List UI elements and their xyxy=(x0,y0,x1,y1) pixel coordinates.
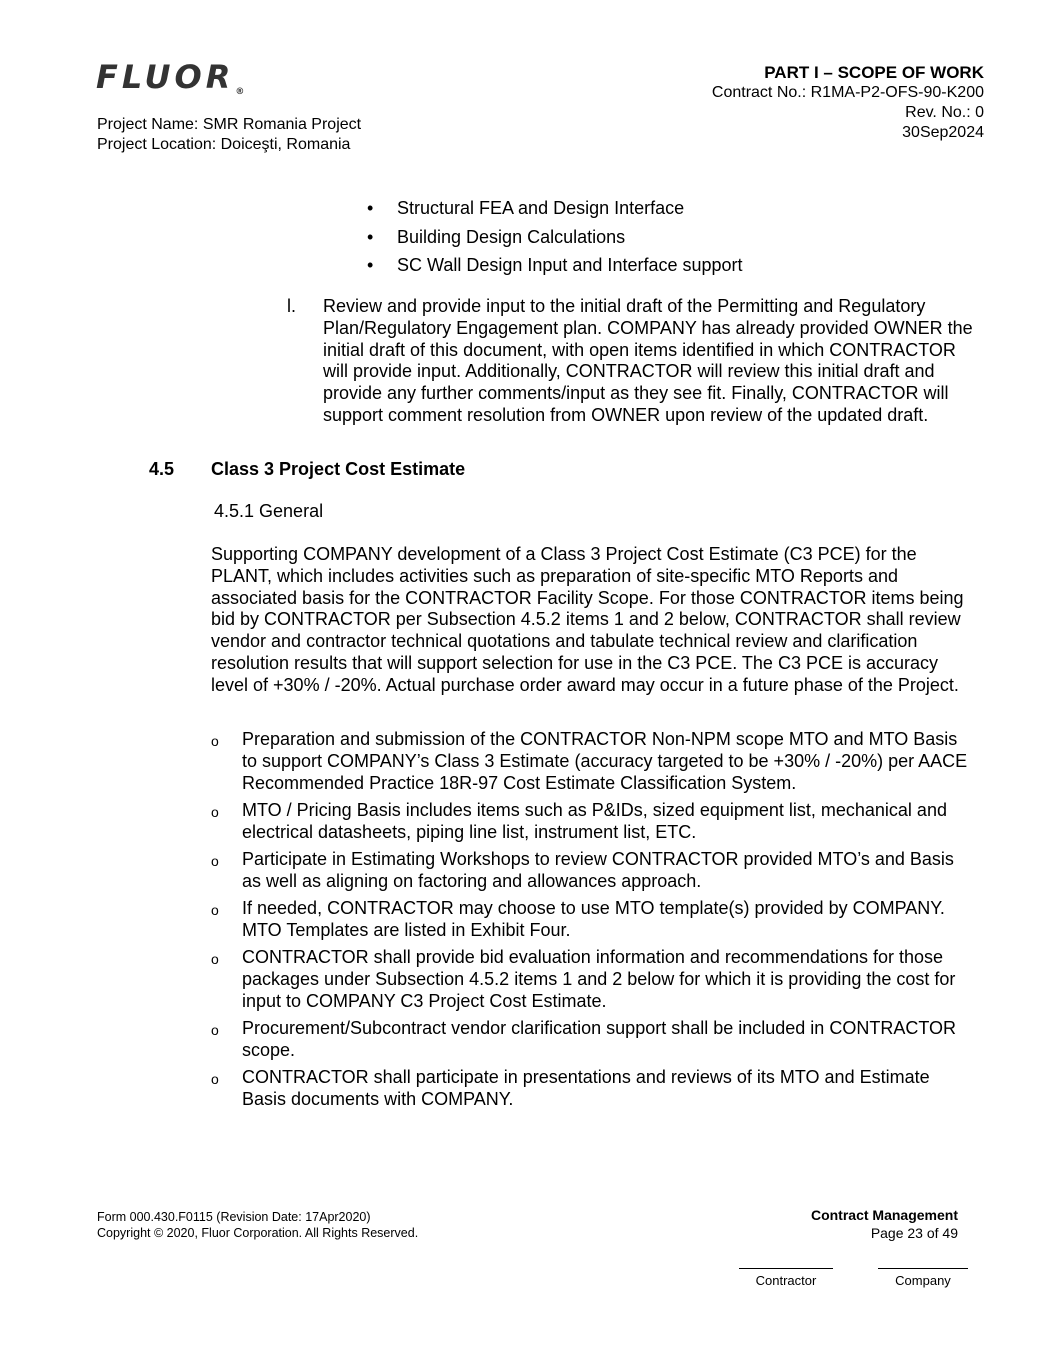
section-paragraph: Supporting COMPANY development of a Class 3 Project Cost Estimate (C3 PCE) for the PLANT, which includes activities such as preparation of site-specific MTO Reports and associated basis for the CONTRACTOR Facility Scope. For those CONTRACTOR items being bid by CONTRACTOR per Subsection 4.5.2 items 1 and 2 below, CONTRACTOR shall review vendor and contractor technical quotations and tabulate technical review and clarification resolution results that will support selection for use in the C3 PCE. The C3 PCE is accuracy level of +30% / -20%. Actual purchase order award may occur in a future phase of the Project. xyxy=(211,544,964,695)
part-title: PART I – SCOPE OF WORK xyxy=(764,63,984,82)
list-item: o CONTRACTOR shall provide bid evaluation information and recommendations for those packages under Subsection 4.5.2 items 1 and 2 below for which it is providing the cost for input to COMPANY C3 Project Cost Estimate. xyxy=(211,947,976,1012)
project-name: Project Name: SMR Romania Project xyxy=(97,116,362,133)
design-bullet-list xyxy=(367,197,743,283)
footer-left xyxy=(97,1209,418,1241)
cost-estimate-item-list xyxy=(211,729,976,1116)
logo-text: FLUOR xyxy=(96,58,235,96)
project-location: Project Location: Doiceşti, Romania xyxy=(97,136,351,153)
revision-number: Rev. No.: 0 xyxy=(905,104,984,121)
fluor-logo xyxy=(96,58,244,97)
project-info xyxy=(97,115,361,155)
list-item: o Participate in Estimating Workshops to review CONTRACTOR provided MTO’s and Basis as well as aligning on factoring and allowances approach. xyxy=(211,849,976,893)
list-item: o Procurement/Subcontract vendor clarification support shall be included in CONTRACTOR scope. xyxy=(211,1018,976,1062)
page-number: Page 23 of 49 xyxy=(870,1225,958,1241)
list-item: o CONTRACTOR shall participate in presentations and reviews of its MTO and Estimate Basis documents with COMPANY. xyxy=(211,1067,976,1111)
document-date: 30Sep2024 xyxy=(902,124,984,141)
department: Contract Management xyxy=(810,1207,958,1223)
list-item: o Preparation and submission of the CONTRACTOR Non-NPM scope MTO and MTO Basis to support COMPANY’s Class 3 Estimate (accuracy targeted to be +30% / -20%) per AACE Recommended Practice 18R-97 Cost Estimate Classification System. xyxy=(211,729,976,794)
item-l-marker: l. xyxy=(287,296,296,316)
logo-registered-mark: ® xyxy=(235,87,245,97)
section-number: 4.5 xyxy=(149,459,175,479)
list-item: o MTO / Pricing Basis includes items such as P&IDs, sized equipment list, mechanical and electrical datasheets, piping line list, instrument list, ETC. xyxy=(211,800,976,844)
contractor-signature-line: Contractor xyxy=(739,1268,833,1288)
subsection-heading: 4.5.1 General xyxy=(214,501,324,521)
company-signature-line: Company xyxy=(878,1268,968,1288)
list-item: • SC Wall Design Input and Interface support xyxy=(367,254,743,276)
item-l-text: Review and provide input to the initial draft of the Permitting and Regulatory Plan/Regulatory Engagement plan. COMPANY has already provided OWNER the initial draft of this document, with open items identified in which CONTRACTOR will provide input. Additionally, CONTRACTOR will review this initial draft and provide any further comments/input as they see fit. Finally, CONTRACTOR will support comment resolution from OWNER upon review of the updated draft. xyxy=(323,296,973,425)
form-number: Form 000.430.F0115 (Revision Date: 17Apr2020) xyxy=(97,1210,371,1224)
footer-right xyxy=(811,1206,958,1242)
contract-number: Contract No.: R1MA-P2-OFS-90-K200 xyxy=(711,84,984,101)
list-item: • Building Design Calculations xyxy=(367,226,743,248)
list-item: • Structural FEA and Design Interface xyxy=(367,197,743,219)
document-header-right xyxy=(712,63,984,143)
copyright: Copyright © 2020, Fluor Corporation. All Rights Reserved. xyxy=(97,1226,419,1240)
list-item: o If needed, CONTRACTOR may choose to use MTO template(s) provided by COMPANY. MTO Templates are listed in Exhibit Four. xyxy=(211,898,976,942)
section-title: Class 3 Project Cost Estimate xyxy=(211,459,466,479)
